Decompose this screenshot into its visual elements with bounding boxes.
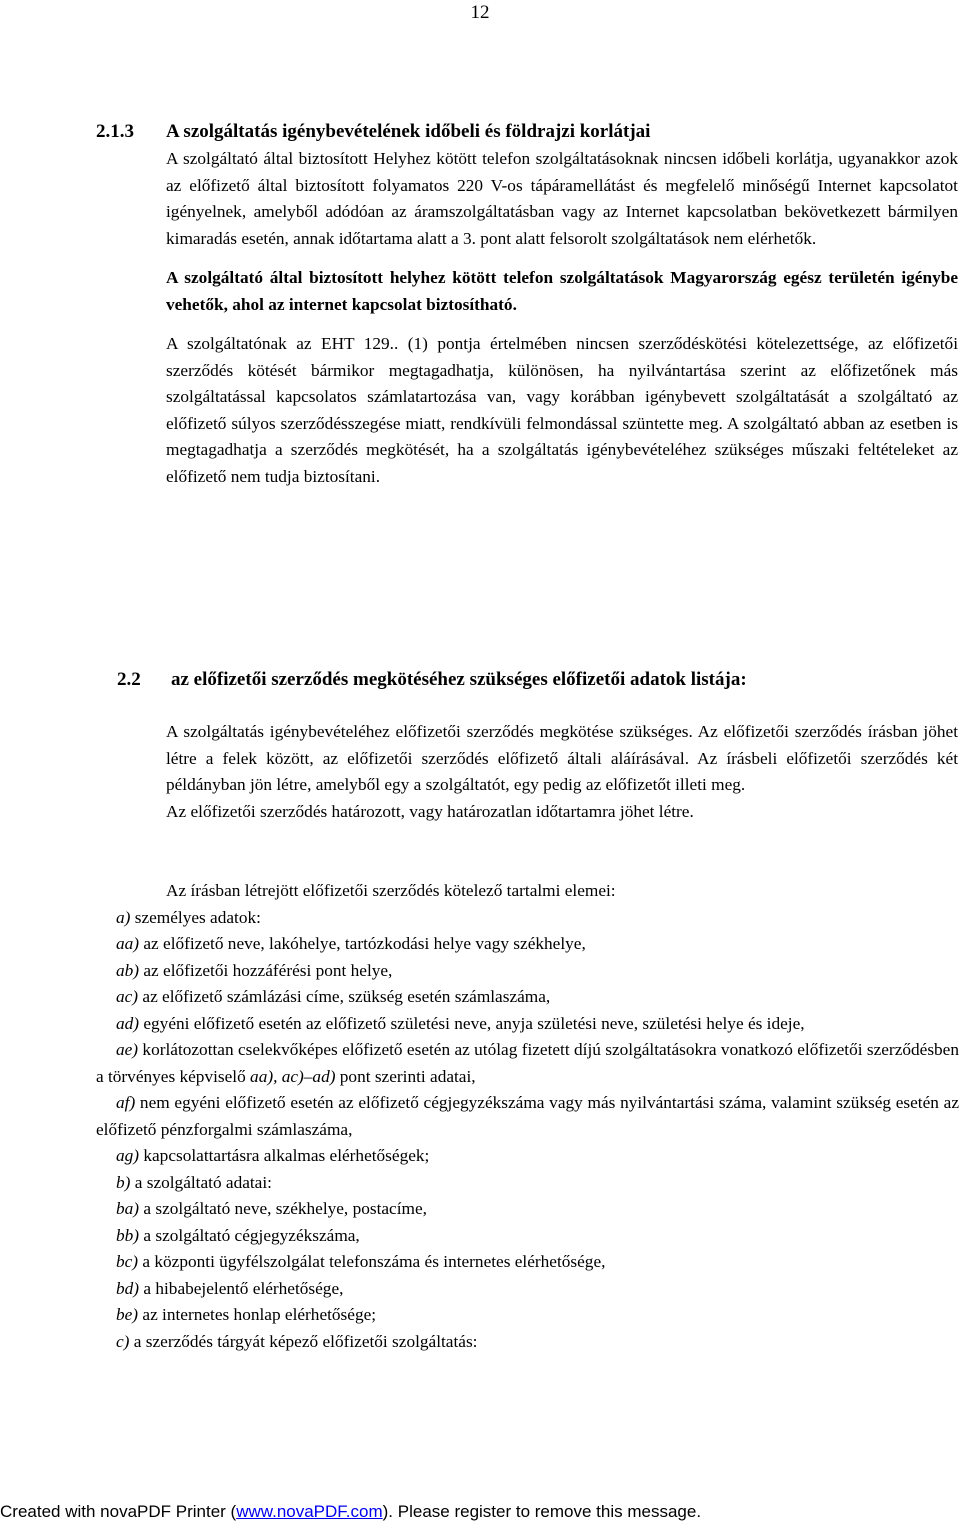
list-item-label: ac) (116, 987, 139, 1006)
list-item (96, 1011, 959, 1038)
list-items (96, 905, 959, 1356)
list-item (96, 1302, 959, 1329)
mandatory-elements-list (96, 878, 959, 1355)
paragraph-time-limits: A szolgáltató által biztosított Helyhez kötött telefon szolgáltatásoknak nincsen időbeli korlátja, ugyanakkor azok az előfizető által biztosított folyamatos 220 V-os tápáramellátást és megfelelő minőségű Internet kapcsolatot igényelnek, amelyből adódóan az áramszolgáltatásban vagy az Internet kapcsolatban bekövetkezett bármilyen kimaradás esetén, annak időtartama alatt a 3. pont alatt felsorolt szolgáltatások nem elérhetők. (166, 149, 958, 248)
list-item-text: nem egyéni előfizető esetén az előfizető cégjegyzékszáma vagy más nyilvántartási száma, valamint szükség esetén az előfizető pénzforgalmi számlaszáma, (96, 1093, 959, 1139)
list-item-text: a szolgáltató cégjegyzékszáma, (139, 1225, 360, 1245)
list-item-text: egyéni előfizető esetén az előfizető születési neve, anyja születési neve, születési helye és ideje, (139, 1013, 805, 1033)
list-item-text: a hibabejelentő elérhetősége, (139, 1278, 344, 1298)
list-item-ref: aa), ac)–ad) (250, 1066, 336, 1086)
list-item-text-after: pont szerinti adatai, (335, 1066, 476, 1086)
list-item-label: ab) (116, 960, 140, 980)
list-item-text: az előfizetői hozzáférési pont helye, (139, 960, 393, 980)
section-heading-2-1-3 (96, 120, 650, 144)
list-item-text: a szerződés tárgyát képező előfizetői szolgáltatás: (129, 1331, 478, 1351)
list-item (96, 1143, 959, 1170)
list-item (96, 1249, 959, 1276)
list-item-text: az előfizető neve, lakóhelye, tartózkodási helye vagy székhelye, (139, 934, 586, 953)
page-number: 12 (470, 2, 490, 23)
list-item (96, 958, 959, 985)
paragraph-geographic-scope: A szolgáltató által biztosított helyhez kötött telefon szolgáltatások Magyarország egész területén igénybe vehetők, ahol az internet kapcsolat biztosítható. (166, 268, 958, 314)
list-item (96, 1276, 959, 1303)
paragraph-contract-duration: Az előfizetői szerződés határozott, vagy határozatlan időtartamra jöhet létre. (166, 801, 694, 821)
paragraph-contract-required: A szolgáltatás igénybevételéhez előfizetői szerződés megkötése szükséges. Az előfizetői szerződés írásban jöhet létre a felek között, az előfizetői szerződés előfizető általi aláírásával. Az írásbeli előfizetői szerződés két példányban jön létre, amelyből egy a szolgáltatót, egy pedig az előfizetőt illeti meg. (166, 722, 958, 794)
footer-prefix: Created with novaPDF Printer ( (0, 1502, 237, 1521)
list-item (96, 1223, 959, 1250)
list-item (96, 1196, 959, 1223)
footer-watermark (0, 1501, 960, 1523)
paragraph-contract-refusal: A szolgáltatónak az EHT 129.. (1) pontja értelmében nincsen szerződéskötési kötelezettsége, az előfizetői szerződés kötését bármikor megtagadhatja, különösen, ha nyilvántartása szerint az előfizetőnek más szolgáltatással kapcsolatos számlatartozása van, vagy korábban igénybevett szolgáltatását a szolgáltató az előfizető súlyos szerződésszegése miatt, rendkívüli felmondással szüntette meg. A szolgáltató abban az esetben is megtagadhatja a szerződés megkötését, ha a szolgáltatás igénybevételéhez szükséges műszaki feltételeket az előfizető nem tudja biztosítani. (166, 334, 958, 486)
list-item (96, 931, 959, 958)
list-item-text: a központi ügyfélszolgálat telefonszáma és internetes elérhetősége, (138, 1252, 606, 1271)
list-item (96, 1329, 959, 1356)
list-item-text: személyes adatok: (130, 907, 261, 927)
list-item-label: af) (116, 1093, 136, 1112)
list-item (96, 905, 959, 932)
list-item-text: korlátozottan cselekvőképes előfizető esetén az utólag fizetett díjú szolgáltatásokra vonatkozó előfizetői szerződésben a törvényes képviselő (96, 1040, 959, 1086)
list-item-label: bc) (116, 1252, 139, 1271)
section-number: 2.2 (117, 669, 141, 690)
list-item (96, 984, 959, 1011)
list-item-label: ad) (116, 1013, 140, 1033)
list-item-label: a) (116, 907, 131, 927)
section-title: A szolgáltatás igénybevételének időbeli és földrajzi korlátjai (166, 121, 651, 142)
list-item-text: az internetes honlap elérhetősége; (138, 1305, 377, 1324)
footer-link[interactable]: www.novaPDF.com (236, 1502, 383, 1521)
list-item (96, 1037, 959, 1090)
list-item-text: a szolgáltató neve, székhelye, postacíme, (139, 1199, 427, 1218)
list-item-label: aa) (116, 934, 140, 953)
list-item-label: ag) (116, 1146, 140, 1165)
list-item (96, 1090, 959, 1143)
list-item-text: a szolgáltató adatai: (130, 1172, 272, 1192)
list-intro: Az írásban létrejött előfizetői szerződés kötelező tartalmi elemei: (166, 881, 616, 900)
list-item-label: b) (116, 1172, 131, 1192)
list-item-label: bd) (116, 1278, 140, 1298)
section-number: 2.1.3 (96, 121, 134, 142)
footer-suffix: ). Please register to remove this message. (382, 1502, 702, 1521)
list-item (96, 1170, 959, 1197)
list-item-label: be) (116, 1305, 139, 1324)
list-item-text: kapcsolattartásra alkalmas elérhetőségek; (139, 1146, 430, 1165)
section-heading-2-2 (117, 668, 747, 692)
section-title: az előfizetői szerződés megkötéséhez szükséges előfizetői adatok listája: (171, 669, 747, 690)
list-item-text: az előfizető számlázási címe, szükség esetén számlaszáma, (138, 987, 551, 1006)
list-item-label: ba) (116, 1199, 140, 1218)
section-1-body (166, 146, 958, 490)
list-item-label: ae) (116, 1040, 139, 1059)
list-item-label: c) (116, 1331, 130, 1351)
section-2-body (166, 719, 958, 825)
list-item-label: bb) (116, 1225, 140, 1245)
